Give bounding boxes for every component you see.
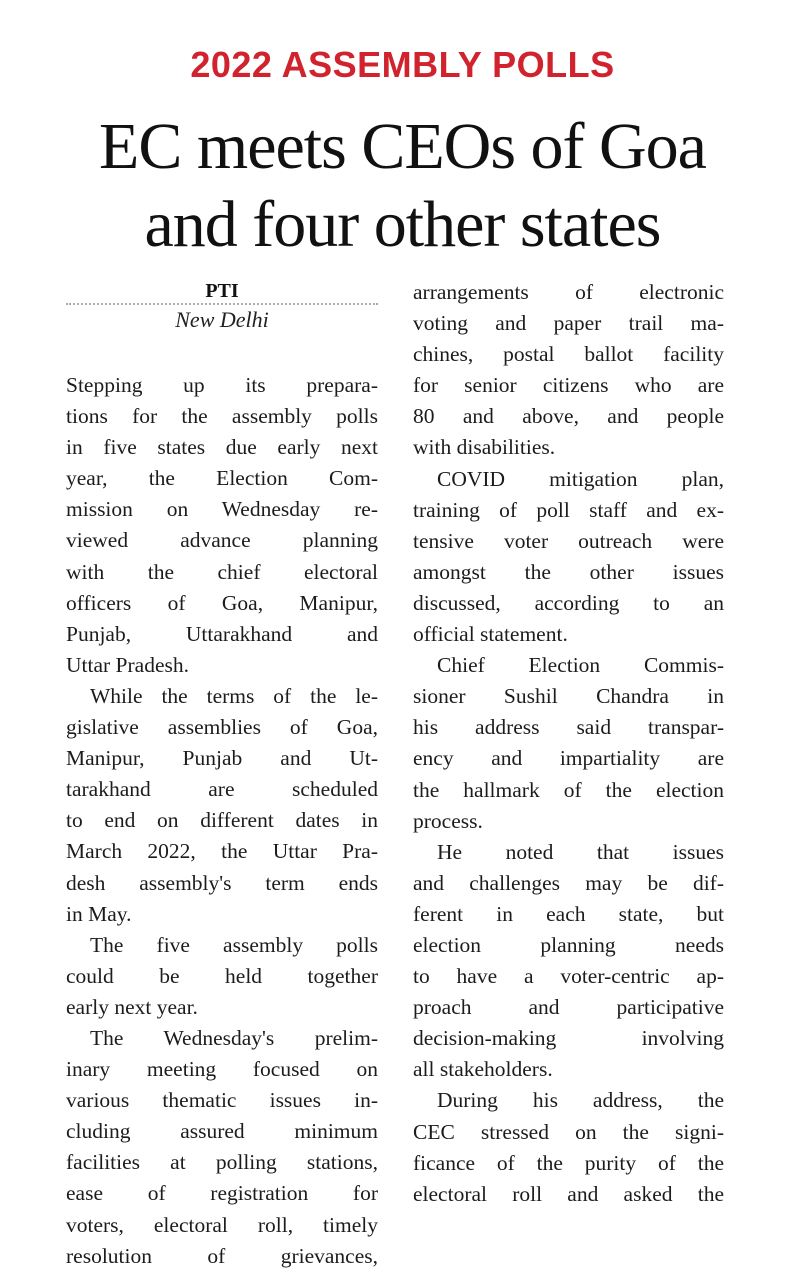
text-line: to have a voter-centric ap- bbox=[413, 964, 724, 989]
text-line: year, the Election Com- bbox=[66, 466, 378, 491]
text-line: COVID mitigation plan, bbox=[437, 466, 724, 491]
text-line: The five assembly polls bbox=[90, 932, 378, 957]
text-line: voting and paper trail ma- bbox=[413, 311, 724, 336]
text-line: official statement. bbox=[413, 622, 568, 647]
text-line: During his address, the bbox=[437, 1088, 724, 1113]
byline-divider bbox=[66, 303, 378, 305]
text-line: sioner Sushil Chandra in bbox=[413, 684, 724, 709]
text-line: Uttar Pradesh. bbox=[66, 652, 189, 677]
text-line: cluding assured minimum bbox=[66, 1119, 378, 1144]
text-line: electoral roll and asked the bbox=[413, 1181, 724, 1206]
text-line: to end on different dates in bbox=[66, 808, 378, 833]
text-line: 80 and above, and people bbox=[413, 404, 724, 429]
text-line: Chief Election Commis- bbox=[437, 653, 724, 678]
text-line: arrangements of electronic bbox=[413, 280, 724, 304]
text-line: resolution of grievances, bbox=[66, 1243, 378, 1268]
section-kicker: 2022 ASSEMBLY POLLS bbox=[190, 44, 615, 85]
text-line: training of poll staff and ex- bbox=[413, 497, 724, 522]
text-line: decision-making involving bbox=[413, 1026, 724, 1051]
headline-line: and four other states bbox=[144, 188, 661, 261]
text-line: in five states due early next bbox=[66, 435, 378, 460]
article-column-left bbox=[66, 370, 378, 1272]
text-line: the hallmark of the election bbox=[413, 777, 724, 802]
text-line: amongst the other issues bbox=[413, 559, 724, 584]
text-line: his address said transpar- bbox=[413, 715, 724, 740]
text-line: inary meeting focused on bbox=[66, 1057, 378, 1082]
text-line: gislative assemblies of Goa, bbox=[66, 715, 378, 740]
text-line: While the terms of the le- bbox=[90, 683, 378, 708]
text-line: ency and impartiality are bbox=[413, 746, 724, 771]
text-line: mission on Wednesday re- bbox=[66, 497, 378, 522]
text-line: He noted that issues bbox=[437, 839, 724, 864]
text-line: CEC stressed on the signi- bbox=[413, 1119, 724, 1144]
headline-line: EC meets CEOs of Goa bbox=[99, 110, 706, 183]
text-line: election planning needs bbox=[413, 932, 724, 957]
headline bbox=[0, 108, 805, 264]
text-line: The Wednesday's prelim- bbox=[90, 1025, 378, 1050]
text-line: Stepping up its prepara- bbox=[66, 373, 378, 397]
text-line: ficance of the purity of the bbox=[413, 1150, 724, 1175]
text-line: and challenges may be dif- bbox=[413, 870, 724, 895]
text-line: ease of registration for bbox=[66, 1181, 378, 1206]
text-line: officers of Goa, Manipur, bbox=[66, 590, 378, 615]
text-line: discussed, according to an bbox=[413, 590, 724, 615]
text-line: tions for the assembly polls bbox=[66, 404, 378, 429]
text-line: could be held together bbox=[66, 963, 378, 988]
text-line: all stakeholders. bbox=[413, 1057, 553, 1082]
text-line: in May. bbox=[66, 901, 132, 926]
text-line: facilities at polling stations, bbox=[66, 1150, 378, 1175]
text-line: desh assembly's term ends bbox=[66, 870, 378, 895]
text-line: ferent in each state, but bbox=[413, 901, 724, 926]
text-line: early next year. bbox=[66, 994, 198, 1019]
byline bbox=[66, 280, 378, 333]
text-line: process. bbox=[413, 808, 483, 833]
text-line: March 2022, the Uttar Pra- bbox=[66, 839, 378, 864]
text-line: viewed advance planning bbox=[66, 528, 378, 553]
text-line: proach and participative bbox=[413, 995, 724, 1020]
text-line: various thematic issues in- bbox=[66, 1088, 378, 1113]
text-line: for senior citizens who are bbox=[413, 373, 724, 398]
text-line: Punjab, Uttarakhand and bbox=[66, 621, 378, 646]
text-line: with the chief electoral bbox=[66, 559, 378, 584]
text-line: Manipur, Punjab and Ut- bbox=[66, 746, 378, 771]
article-column-right bbox=[413, 277, 724, 1210]
text-line: with disabilities. bbox=[413, 435, 556, 460]
text-line: tarakhand are scheduled bbox=[66, 777, 378, 802]
byline-agency: PTI bbox=[205, 280, 239, 302]
text-line: voters, electoral roll, timely bbox=[66, 1212, 378, 1237]
text-line: chines, postal ballot facility bbox=[413, 342, 724, 367]
text-line: tensive voter outreach were bbox=[413, 528, 724, 553]
byline-dateline: New Delhi bbox=[175, 307, 269, 332]
